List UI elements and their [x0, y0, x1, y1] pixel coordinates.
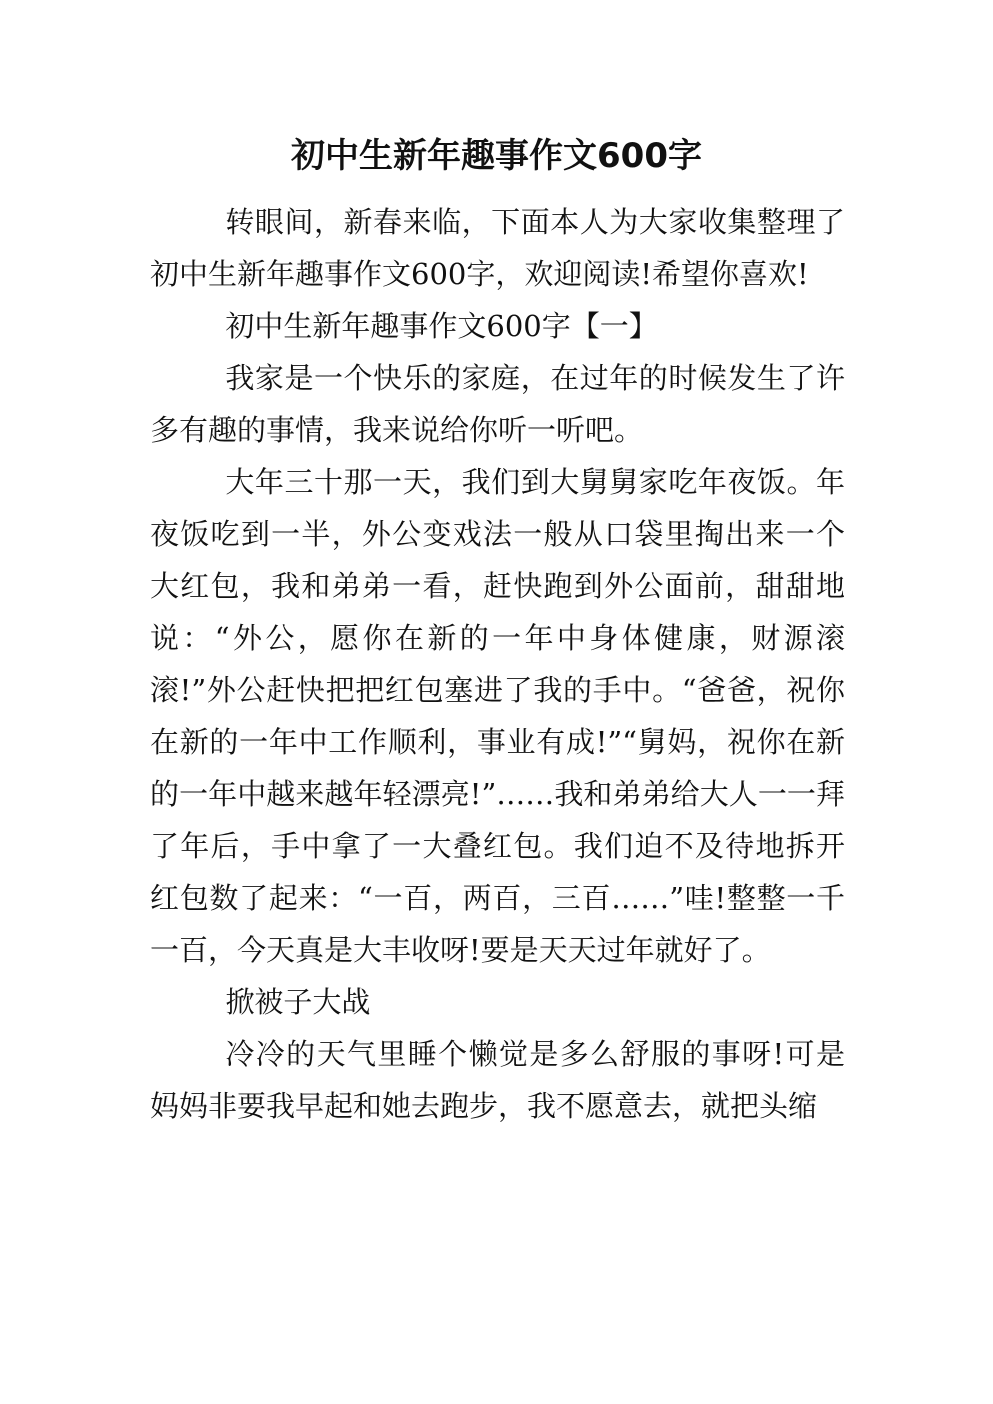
paragraph-new-year-eve: 大年三十那一天，我们到大舅舅家吃年夜饭。年夜饭吃到一半，外公变戏法一般从口袋里掏出来一个大红包，我和弟弟一看，赶快跑到外公面前，甜甜地说：“外公，愿你在新的一年中身体健康，财源滚滚!”外公赶快把把红包塞进了我的手中。“爸爸，祝你在新的一年中工作顺利，事业有成!”“舅妈，祝你在新的一年中越来越年轻漂亮!”……我和弟弟给大人一一拜了年后，手中拿了一大叠红包。我们迫不及待地拆开红包数了起来：“一百，两百，三百……”哇!整整一千一百，今天真是大丰收呀!要是天天过年就好了。 [150, 465, 845, 967]
document-title: 初中生新年趣事作文600字 [291, 136, 702, 176]
section-heading-blanket: 掀被子大战 [225, 985, 371, 1019]
paragraph-cold-morning: 冷冷的天气里睡个懒觉是多么舒服的事呀!可是妈妈非要我早起和她去跑步，我不愿意去，就把头缩 [150, 1037, 845, 1123]
document-body [150, 196, 845, 1132]
section-heading-one: 初中生新年趣事作文600字【一】 [225, 309, 658, 343]
paragraph-intro: 转眼间，新春来临，下面本人为大家收集整理了初中生新年趣事作文600字，欢迎阅读!希望你喜欢! [150, 205, 845, 291]
paragraph-family: 我家是一个快乐的家庭，在过年的时候发生了许多有趣的事情，我来说给你听一听吧。 [150, 361, 845, 447]
